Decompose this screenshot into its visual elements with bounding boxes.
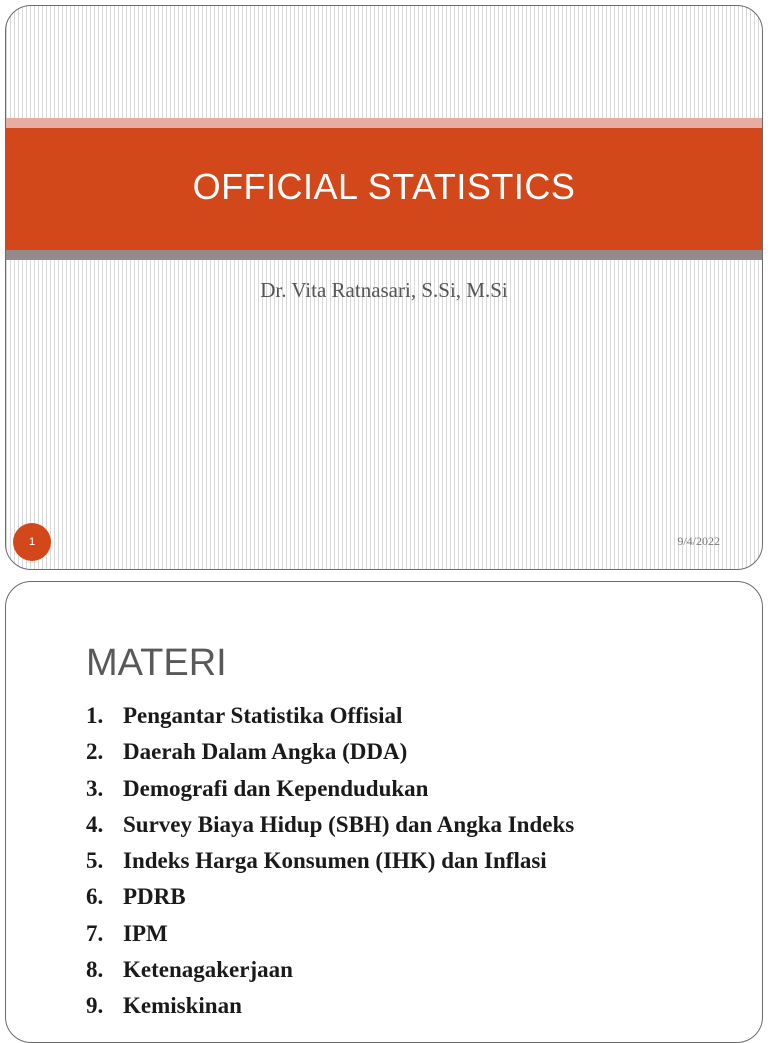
- list-item-number: 5.: [86, 848, 104, 874]
- list-item: [86, 698, 574, 734]
- title-band-top-stripe: [6, 118, 762, 128]
- list-item: [86, 879, 574, 915]
- list-item-number: 4.: [86, 811, 104, 837]
- list-item-number: 7.: [86, 920, 104, 946]
- list-item: [86, 734, 574, 770]
- slide-number-badge: 1: [13, 523, 51, 561]
- materi-slide: [5, 581, 763, 1043]
- list-item: [86, 807, 574, 843]
- title-band-bottom-stripe: [6, 250, 762, 260]
- list-item-label: IPM: [123, 920, 168, 946]
- list-item-label: Kemiskinan: [123, 993, 242, 1019]
- title-slide: [5, 5, 763, 570]
- slide-date: 9/4/2022: [677, 534, 720, 548]
- list-item-number: 1.: [86, 703, 104, 728]
- list-item-label: Pengantar Statistika Offisial: [123, 703, 403, 728]
- list-item-label: Demografi dan Kependudukan: [123, 775, 429, 801]
- list-item: [86, 771, 574, 807]
- list-item: [86, 843, 574, 879]
- slide-subtitle: Dr. Vita Ratnasari, S.Si, M.Si: [260, 278, 508, 302]
- list-item-label: PDRB: [123, 884, 186, 910]
- list-item-number: 9.: [86, 993, 104, 1019]
- topic-list: [86, 698, 574, 1025]
- list-item-number: 8.: [86, 957, 104, 983]
- list-item: [86, 916, 574, 952]
- list-item-label: Ketenagakerjaan: [123, 957, 293, 983]
- list-item: [86, 988, 574, 1024]
- list-item-number: 2.: [86, 739, 104, 765]
- list-item-label: Daerah Dalam Angka (DDA): [123, 739, 408, 765]
- list-item-number: 6.: [86, 884, 104, 910]
- slide-title: OFFICIAL STATISTICS: [192, 166, 576, 207]
- slide-heading: MATERI: [86, 642, 227, 684]
- list-item-label: Survey Biaya Hidup (SBH) dan Angka Indeks: [123, 811, 575, 837]
- list-item: [86, 952, 574, 988]
- list-item-label: Indeks Harga Konsumen (IHK) dan Inflasi: [123, 848, 547, 874]
- list-item-number: 3.: [86, 775, 104, 801]
